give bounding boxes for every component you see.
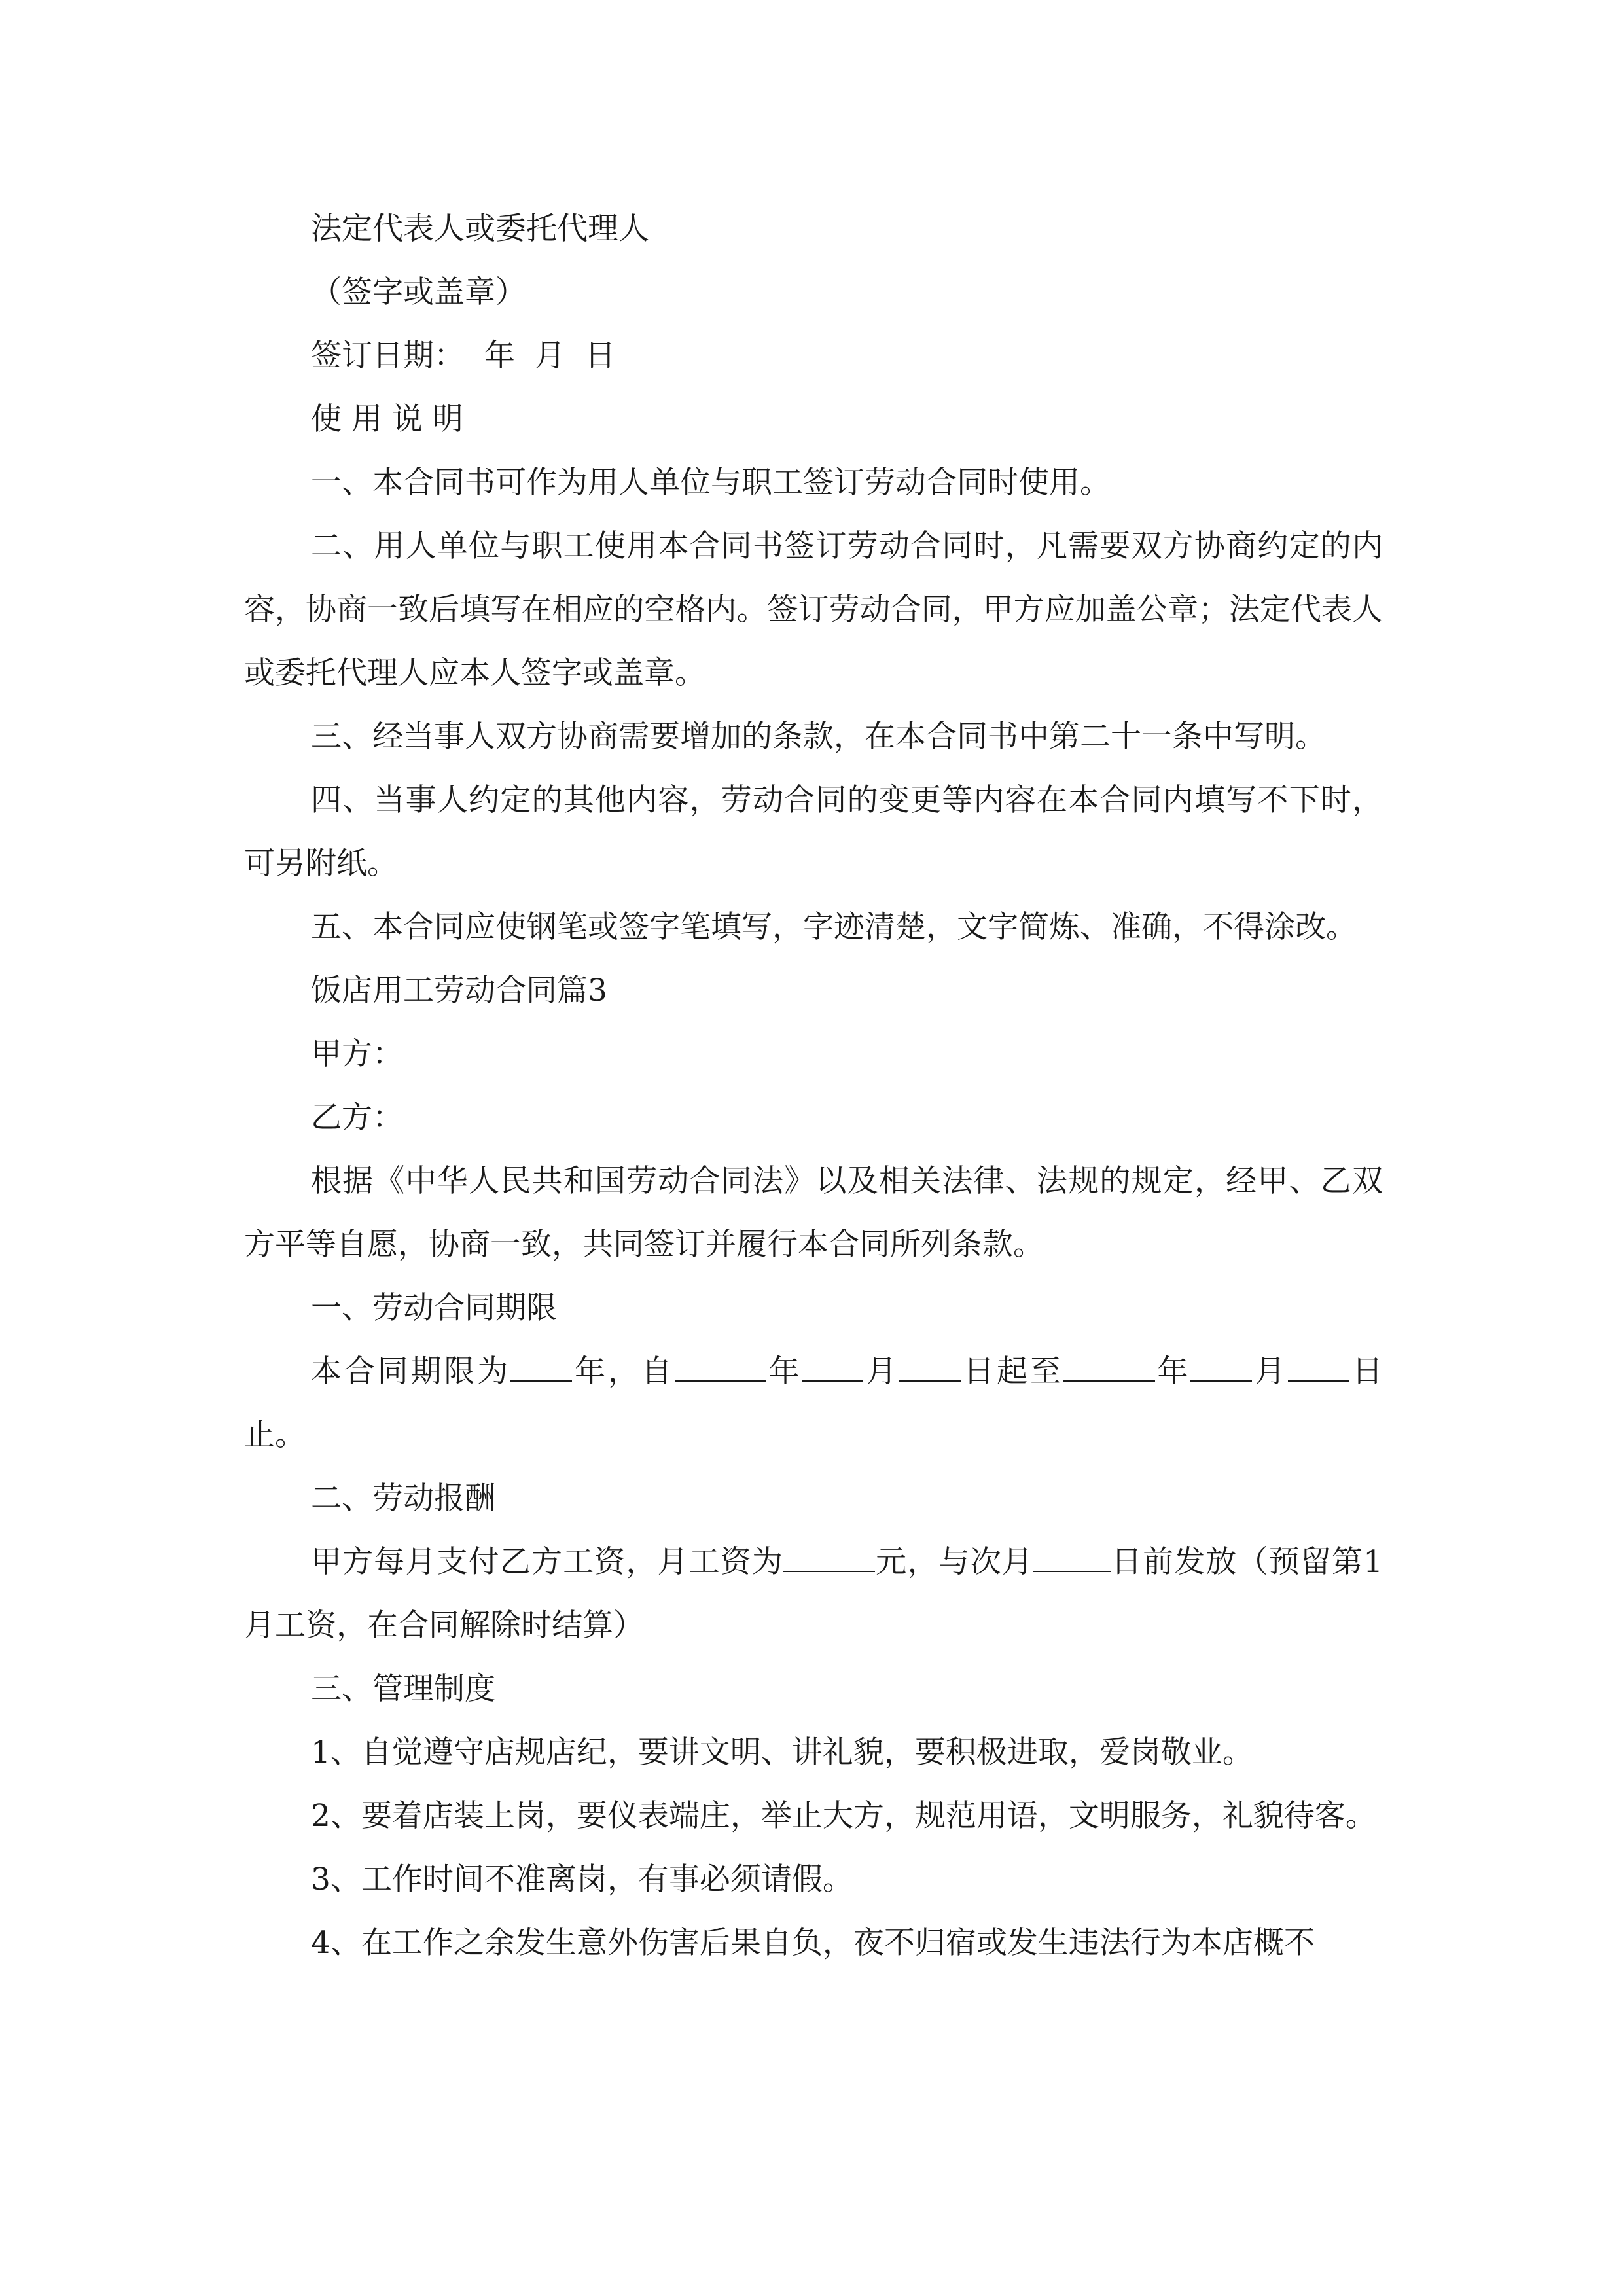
pay-text-3: 日前发放（预留第1月工资，在合同解除时结算） — [244, 1544, 1383, 1643]
term-text-4: 月 — [863, 1354, 900, 1390]
monthly-wage-blank[interactable] — [783, 1545, 875, 1572]
term-text-6: 年 — [1154, 1354, 1191, 1390]
usage-instructions-title: 使 用 说 明 — [311, 401, 463, 437]
preamble-paragraph: 根据《中华人民共和国劳动合同法》以及相关法律、法规的规定，经甲、乙双方平等自愿，协商一致，共同签订并履行本合同所列条款。 — [244, 1163, 1383, 1263]
pay-text-2: 元，与次月 — [875, 1544, 1033, 1580]
party-a-line: 甲方： — [311, 1036, 403, 1072]
section-1-heading: 一、劳动合同期限 — [311, 1290, 557, 1326]
document-body — [244, 197, 1383, 1975]
pay-paragraph — [244, 1530, 1383, 1657]
term-text-7: 月 — [1252, 1354, 1289, 1390]
representative-signature-line: 法定代表人或委托代理人 — [311, 211, 649, 247]
pay-day-blank[interactable] — [1033, 1545, 1111, 1572]
usage-item-2: 二、用人单位与职工使用本合同书签订劳动合同时，凡需要双方协商约定的内容，协商一致后填写在相应的空格内。签订劳动合同，甲方应加盖公章；法定代表人或委托代理人应本人签字或盖章。 — [244, 528, 1383, 691]
rule-3: 3、工作时间不准离岗，有事必须请假。 — [311, 1861, 853, 1897]
section-2-heading: 二、劳动报酬 — [311, 1480, 495, 1516]
section-3-heading: 三、管理制度 — [311, 1671, 495, 1707]
start-month-blank[interactable] — [802, 1354, 863, 1382]
end-day-blank[interactable] — [1288, 1354, 1349, 1382]
end-year-blank[interactable] — [1063, 1354, 1155, 1382]
sign-or-seal-line: （签字或盖章） — [311, 274, 526, 310]
party-b-line: 乙方： — [311, 1100, 403, 1136]
start-year-blank[interactable] — [675, 1354, 766, 1382]
end-month-blank[interactable] — [1190, 1354, 1252, 1382]
term-text-2: 年，自 — [572, 1354, 675, 1390]
usage-item-4: 四、当事人约定的其他内容，劳动合同的变更等内容在本合同内填写不下时，可另附纸。 — [244, 782, 1383, 882]
start-day-blank[interactable] — [899, 1354, 961, 1382]
term-text-3: 年 — [766, 1354, 802, 1390]
rule-1: 1、自觉遵守店规店纪，要讲文明、讲礼貌，要积极进取，爱岗敬业。 — [311, 1734, 1253, 1770]
pay-text-1: 甲方每月支付乙方工资，月工资为 — [311, 1544, 784, 1580]
usage-item-1: 一、本合同书可作为用人单位与职工签订劳动合同时使用。 — [311, 465, 1111, 501]
rule-4: 4、在工作之余发生意外伤害后果自负，夜不归宿或发生违法行为本店概不 — [311, 1925, 1315, 1961]
usage-item-5: 五、本合同应使钢笔或签字笔填写，字迹清楚，文字简炼、准确，不得涂改。 — [311, 909, 1357, 945]
sign-date-line: 签订日期： 年 月 日 — [311, 338, 616, 374]
usage-item-3: 三、经当事人双方协商需要增加的条款，在本合同书中第二十一条中写明。 — [311, 719, 1326, 755]
term-text-8: 日止。 — [244, 1354, 1383, 1453]
rule-2: 2、要着店装上岗，要仪表端庄，举止大方，规范用语，文明服务，礼貌待客。 — [311, 1798, 1376, 1834]
contract-term-paragraph — [244, 1340, 1383, 1467]
term-text-1: 本合同期限为 — [311, 1354, 511, 1390]
term-text-5: 日起至 — [961, 1354, 1063, 1390]
contract-title: 饭店用工劳动合同篇3 — [311, 973, 607, 1009]
term-years-blank[interactable] — [510, 1354, 572, 1382]
